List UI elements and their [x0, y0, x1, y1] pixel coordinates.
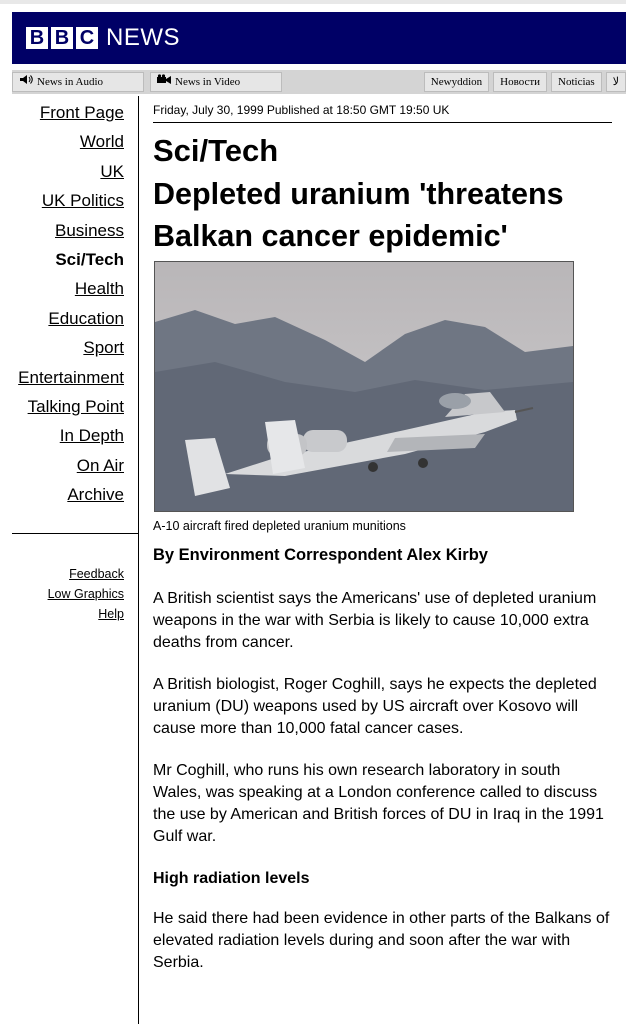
language-russian-button[interactable]: Новости: [493, 72, 547, 92]
a10-aircraft-photo: [154, 261, 574, 512]
article-body: [153, 588, 613, 994]
bbc-logo-news-word: NEWS: [106, 24, 180, 51]
nav-front-page[interactable]: Front Page: [39, 103, 124, 122]
nav-entertainment[interactable]: Entertainment: [18, 367, 124, 387]
sidebar-separator: [12, 533, 138, 534]
photo-caption: A-10 aircraft fired depleted uranium munitions: [153, 519, 406, 533]
nav-talking-point[interactable]: Talking Point: [27, 396, 124, 416]
nav-world[interactable]: World: [79, 132, 124, 152]
article-paragraph-4: He said there had been evidence in other parts of the Balkans of elevated radiation levels during and soon after the war with Serbia.: [153, 910, 610, 971]
aircraft-photo-illustration: [155, 262, 573, 511]
news-in-video-label: News in Video: [175, 76, 241, 88]
browser-top-edge: [0, 0, 626, 4]
feedback-link[interactable]: Feedback: [69, 567, 124, 581]
nav-sci-tech-current[interactable]: Sci/Tech: [55, 249, 124, 269]
utility-links: [0, 564, 124, 624]
camera-icon: [157, 73, 171, 91]
article-headline: [153, 173, 613, 257]
language-welsh-button[interactable]: Newyddion: [424, 72, 489, 92]
headline-line-2: Balkan cancer epidemic': [153, 219, 508, 253]
news-in-audio-button[interactable]: [12, 72, 144, 92]
help-link[interactable]: Help: [98, 607, 124, 621]
article-dateline: Friday, July 30, 1999 Published at 18:50 GMT 19:50 UK: [153, 103, 450, 117]
speaker-icon: [19, 73, 33, 91]
nav-archive[interactable]: Archive: [67, 485, 124, 505]
dateline-rule: [153, 122, 612, 123]
nav-sport[interactable]: Sport: [83, 338, 124, 358]
article-paragraph-3: Mr Coghill, who runs his own research laboratory in south Wales, was speaking at a London conference called to discuss the use by American and British forces of DU in Iraq in the 1991 Gulf war.: [153, 762, 604, 845]
section-nav: [0, 100, 124, 511]
low-graphics-link[interactable]: Low Graphics: [47, 587, 124, 601]
article-header: [153, 100, 613, 257]
media-language-bar: [12, 70, 626, 94]
bbc-logo-letter-c: C: [76, 27, 98, 49]
language-arabic-button[interactable]: لا: [606, 72, 626, 92]
bbc-logo-letter-b1: B: [26, 27, 48, 49]
nav-on-air[interactable]: On Air: [76, 455, 124, 475]
bbc-logo[interactable]: [26, 24, 180, 52]
bbc-logo-letter-b2: B: [51, 27, 73, 49]
nav-uk[interactable]: UK: [100, 161, 124, 181]
article-paragraph-1: A British scientist says the Americans' use of depleted uranium weapons in the war with Serbia is likely to cause 10,000 extra deaths from cancer.: [153, 590, 597, 651]
language-spanish-button[interactable]: Noticias: [551, 72, 602, 92]
nav-business[interactable]: Business: [55, 220, 124, 240]
nav-uk-politics[interactable]: UK Politics: [41, 191, 124, 211]
article-paragraph-2: A British biologist, Roger Coghill, says he expects the depleted uranium (DU) weapons used by US aircraft over Kosovo will cause more than 10,000 fatal cancer cases.: [153, 676, 597, 737]
nav-education[interactable]: Education: [48, 308, 124, 328]
bbc-news-banner[interactable]: [12, 12, 626, 64]
nav-health[interactable]: Health: [74, 279, 124, 299]
news-in-video-button[interactable]: [150, 72, 282, 92]
sidebar-divider: [138, 96, 139, 1024]
news-in-audio-label: News in Audio: [37, 76, 103, 88]
article-byline: By Environment Correspondent Alex Kirby: [153, 546, 488, 564]
section-title: Sci/Tech: [153, 133, 279, 168]
nav-in-depth[interactable]: In Depth: [59, 426, 124, 446]
article-subheading: High radiation levels: [153, 870, 310, 887]
headline-line-1: Depleted uranium 'threatens: [153, 177, 564, 211]
